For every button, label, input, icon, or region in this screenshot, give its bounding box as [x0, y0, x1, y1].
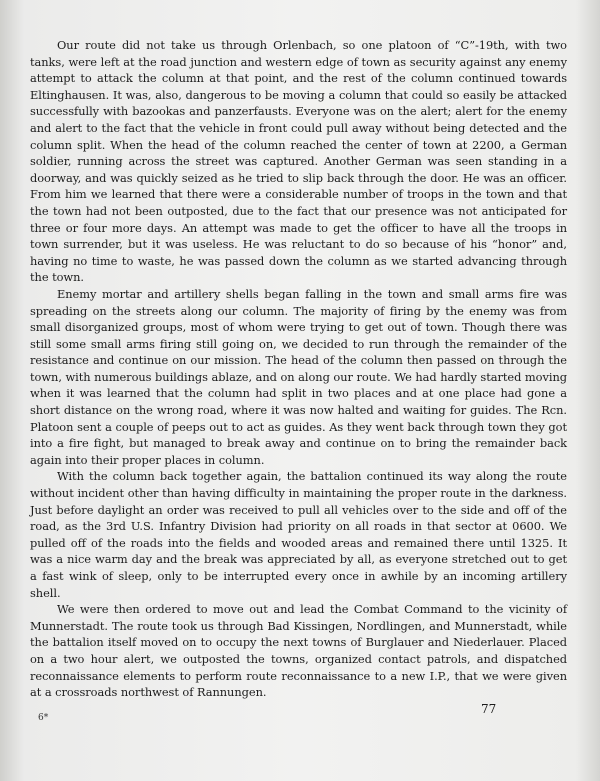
page-number: 77: [481, 702, 497, 716]
paragraph-3: With the column back together again, the battalion continued its way along the route without incident other than having difficulty in maintaining the proper route in the darkness. Just before daylight an order was received to pull all vehicles over to the side and off of the road, as the 3rd U.S. Infantry Division had priority on all roads in that sector at 0600. We pulled off of the roads into the fields and wooded areas and remained there until 1325. It was a nice warm day and the break was appreciated by all, as everyone stretched out to get a fast wink of sleep, only to be interrupted every once in awhile by an incoming artillery shell.: [30, 469, 567, 600]
signature-mark: 6*: [38, 713, 49, 723]
paragraph-1: Our route did not take us through Orlenbach, so one platoon of “C”-19th, with two tanks, were left at the road junction and western edge of town as security against any enemy attempt to attack the column at that point, and the rest of the column continued towards Eltinghausen. It was, also, dangerous to be moving a column that could so easily be attacked successfully with bazookas and panzerfausts. Everyone was on the alert; alert for the enemy and alert to the fact that the vehicle in front could pull away without being detected and the column split. When the head of the column reached the center of town at 2200, a German soldier, running across the street was captured. Another German was seen standing in a doorway, and was quickly seized as he tried to slip back through the door. He was an officer. From him we learned that there were a considerable number of troops in the town and that the town had not been outposted, due to the fact that our presence was not anticipated for three or four more days. An attempt was made to get the officer to have all the troops in town surrender, but it was useless. He was reluctant to do so because of his “honor” and, having no time to waste, he was passed down the column as we started advancing through the town.: [30, 38, 567, 285]
body-text: [30, 37, 567, 701]
paragraph-4: We were then ordered to move out and lead the Combat Command to the vicinity of Munnerstadt. The route took us through Bad Kissingen, Nordlingen, and Munnerstadt, while the battalion itself moved on to occupy the next towns of Burglauer and Niederlauer. Placed on a two hour alert, we outposted the towns, organized contact patrols, and dispatched reconnaissance elements to perform route reconnaissance to a new I.P., that we were given at a crossroads northwest of Rannungen.: [30, 602, 567, 700]
paragraph-2: Enemy mortar and artillery shells began falling in the town and small arms fire was spreading on the streets along our column. The majority of firing by the enemy was from small disorganized groups, most of whom were trying to get out of town. Though there was still some small arms firing still going on, we decided to run through the remainder of the resistance and continue on our mission. The head of the column then passed on through the town, with numerous buildings ablaze, and on along our route. We had hardly started moving when it was learned that the column had split in two places and at one place had gone a short distance on the wrong road, where it was now halted and waiting for guides. The Rcn. Platoon sent a couple of peeps out to act as guides. As they went back through town they got into a fire fight, but managed to break away and continue on to bring the remainder back again into their proper places in column.: [30, 286, 567, 467]
